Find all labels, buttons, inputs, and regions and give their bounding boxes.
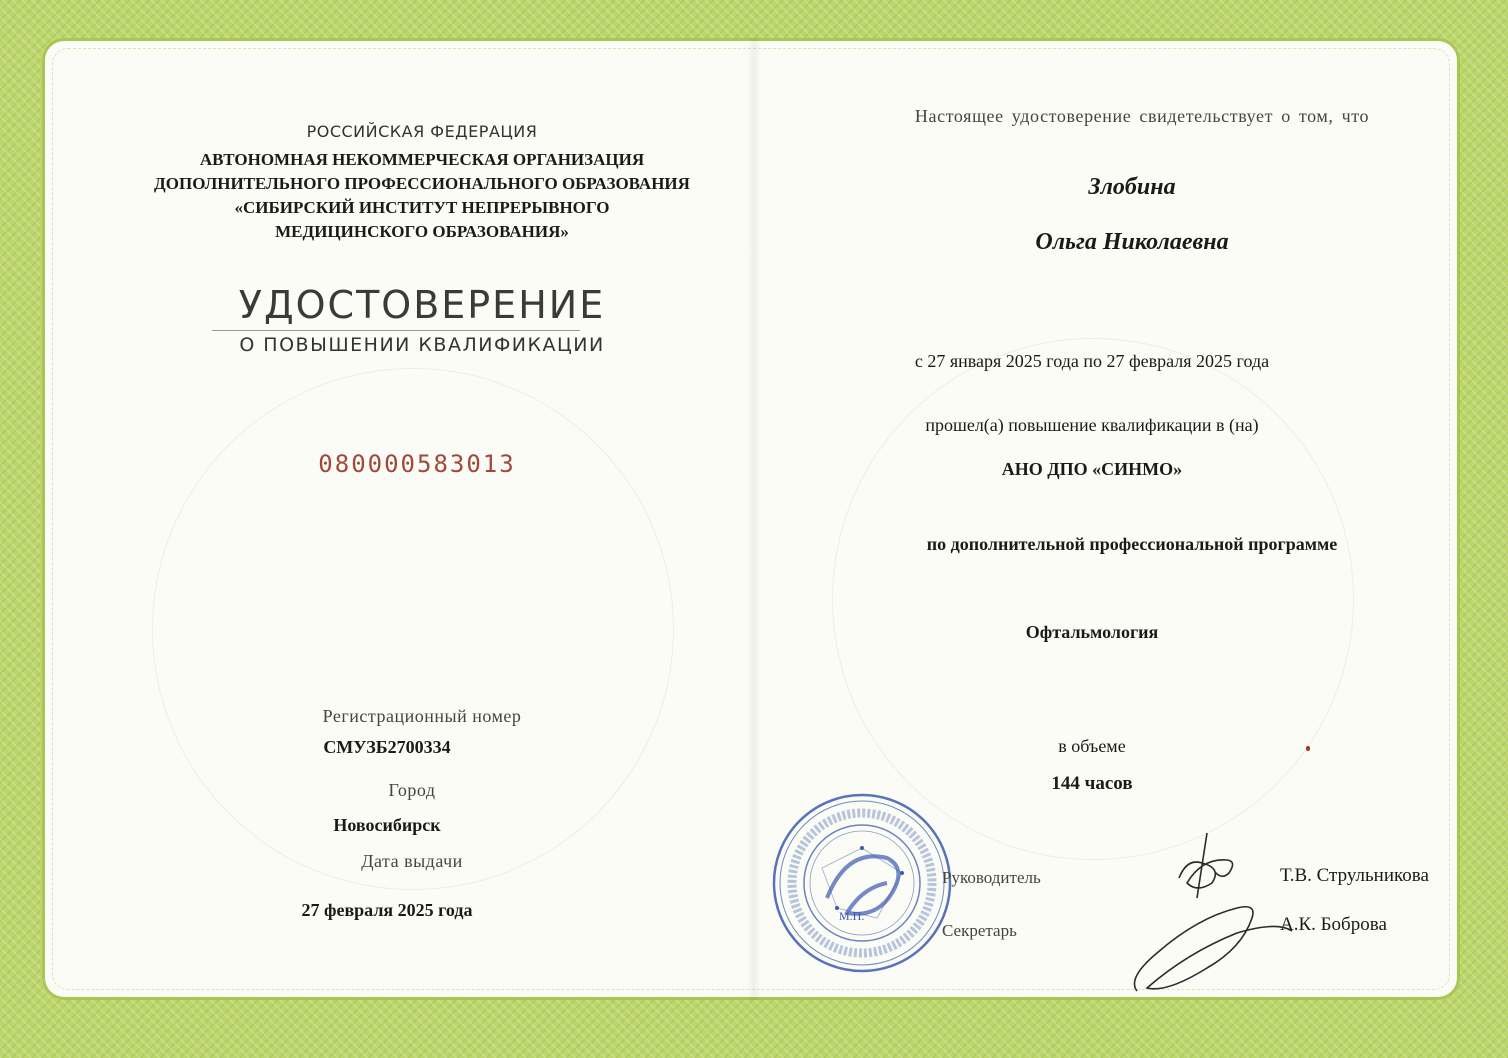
volume-label: в объеме	[1058, 736, 1126, 756]
organization-line: ДОПОЛНИТЕЛЬНОГО ПРОФЕССИОНАЛЬНОГО ОБРАЗОВАНИЯ	[154, 174, 690, 193]
document-title: УДОСТОВЕРЕНИЕ	[238, 283, 606, 327]
registration-number: СМУЗБ2700334	[323, 737, 451, 757]
stamp-mark-text: М.П.	[839, 909, 865, 923]
city-label: Город	[388, 780, 436, 800]
director-name: Т.В. Струльникова	[1280, 865, 1429, 886]
registration-label: Регистрационный номер	[322, 706, 522, 726]
document-subtitle: О ПОВЫШЕНИИ КВАЛИФИКАЦИИ	[239, 334, 605, 356]
secretary-name: А.К. Боброва	[1280, 914, 1387, 935]
issue-date-value: 27 февраля 2025 года	[301, 900, 473, 920]
round-seal-icon	[767, 788, 957, 978]
serial-number: 080000583013	[318, 450, 516, 478]
holder-surname: Злобина	[1088, 174, 1176, 200]
guilloche-rosette-left	[152, 368, 674, 890]
organization-line: МЕДИЦИНСКОГО ОБРАЗОВАНИЯ»	[275, 222, 569, 241]
secretary-role: Секретарь	[942, 921, 1017, 940]
organization-line: «СИБИРСКИЙ ИНСТИТУТ НЕПРЕРЫВНОГО	[234, 198, 610, 217]
country-heading: РОССИЙСКАЯ ФЕДЕРАЦИЯ	[306, 122, 538, 141]
volume-value: 144 часов	[1051, 773, 1133, 794]
training-period: с 27 января 2025 года по 27 февраля 2025 года	[914, 351, 1270, 371]
organization-name	[72, 148, 772, 244]
director-role: Руководитель	[942, 868, 1041, 887]
intro-text: Настоящее удостоверение свидетельствует о том, что	[914, 106, 1370, 126]
certificate-paper	[42, 38, 1460, 1000]
program-name: Офтальмология	[1025, 622, 1159, 642]
passed-text: прошел(а) повышение квалификации в (на)	[925, 415, 1259, 435]
city-value: Новосибирск	[333, 815, 441, 835]
secretary-signature-icon	[1127, 893, 1297, 998]
ink-dot	[1306, 746, 1310, 751]
institution-name: АНО ДПО «СИНМО»	[1001, 459, 1183, 479]
title-divider	[212, 330, 580, 331]
issue-date-label: Дата выдачи	[361, 851, 463, 871]
holder-given-names: Ольга Николаевна	[1035, 229, 1229, 255]
organization-line: АВТОНОМНАЯ НЕКОММЕРЧЕСКАЯ ОРГАНИЗАЦИЯ	[199, 150, 645, 169]
program-label: по дополнительной профессиональной программе	[926, 534, 1338, 554]
